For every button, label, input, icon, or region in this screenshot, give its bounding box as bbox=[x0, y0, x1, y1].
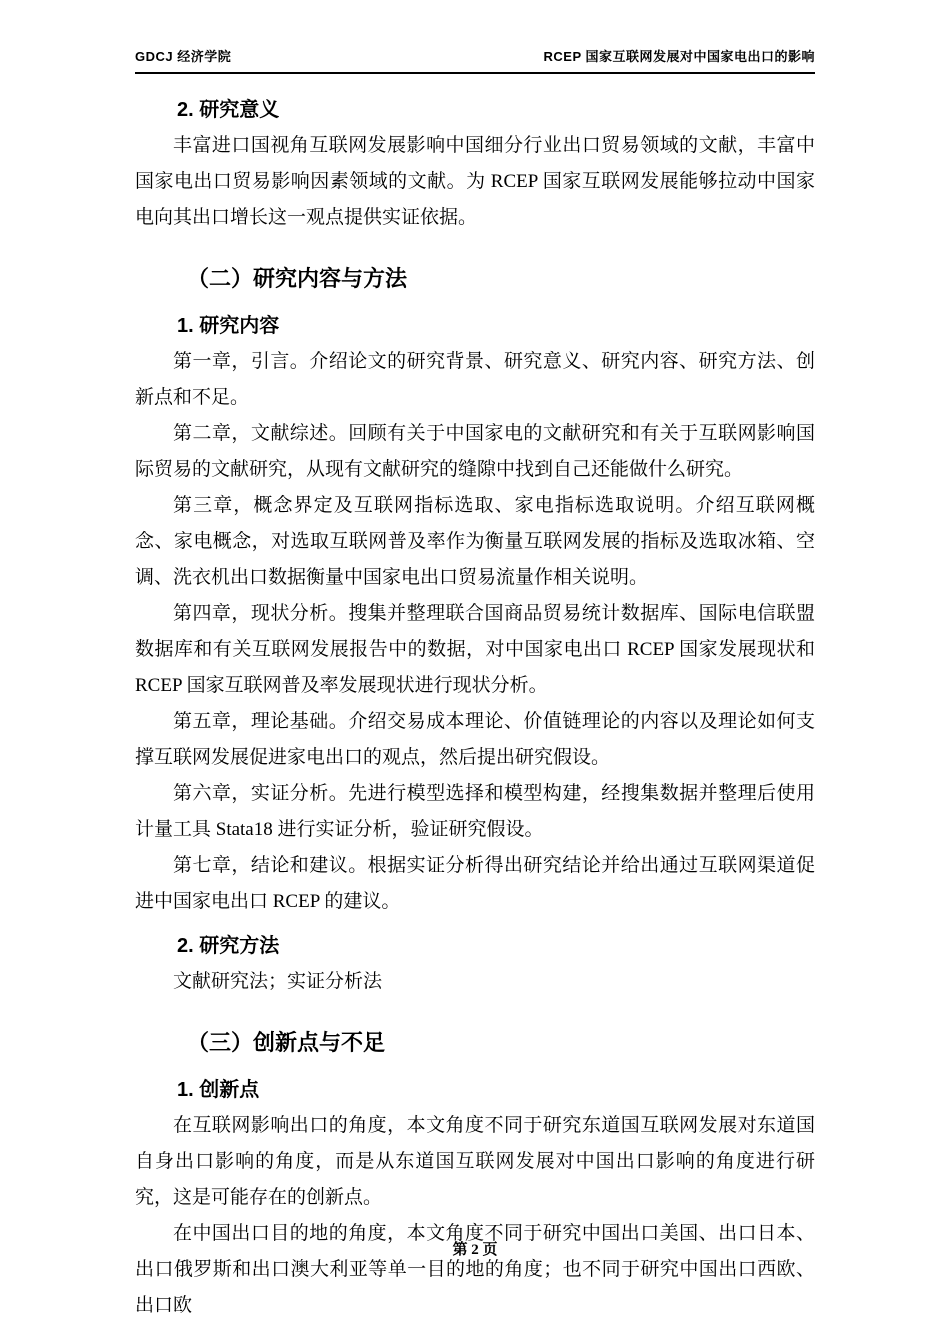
paragraph-chapter-6: 第六章，实证分析。先进行模型选择和模型构建，经搜集数据并整理后使用计量工具 Stata18 进行实证分析，验证研究假设。 bbox=[135, 783, 815, 840]
header-institution: GDCJ 经济学院 bbox=[135, 49, 232, 64]
paragraph-innovation-1: 在互联网影响出口的角度，本文角度不同于研究东道国互联网发展对东道国自身出口影响的角度，而是从东道国互联网发展对中国出口影响的角度进行研究，这是可能存在的创新点。 bbox=[135, 1115, 815, 1208]
paragraph-chapter-1: 第一章，引言。介绍论文的研究背景、研究意义、研究内容、研究方法、创新点和不足。 bbox=[135, 351, 815, 408]
page-number: 第 2 页 bbox=[452, 1242, 498, 1258]
paragraph-chapter-7: 第七章，结论和建议。根据实证分析得出研究结论并给出通过互联网渠道促进中国家电出口 RCEP 的建议。 bbox=[135, 855, 815, 912]
heading-innovation-points: 1. 创新点 bbox=[177, 1079, 260, 1101]
heading-research-content: 1. 研究内容 bbox=[177, 315, 280, 337]
paragraph-chapter-5: 第五章，理论基础。介绍交易成本理论、价值链理论的内容以及理论如何支撑互联网发展促进家电出口的观点，然后提出研究假设。 bbox=[135, 711, 815, 768]
paragraph-research-methods: 文献研究法；实证分析法 bbox=[173, 971, 383, 992]
page-footer bbox=[0, 1238, 950, 1259]
header-document-title: RCEP 国家互联网发展对中国家电出口的影响 bbox=[543, 49, 815, 64]
paragraph-innovation-2: 在中国出口目的地的角度，本文角度不同于研究中国出口美国、出口日本、出口俄罗斯和出口澳大利亚等单一目的地的角度；也不同于研究中国出口西欧、出口欧 bbox=[135, 1223, 815, 1316]
heading-section-content-methods: （二）研究内容与方法 bbox=[187, 266, 408, 291]
heading-research-methods: 2. 研究方法 bbox=[177, 935, 280, 957]
heading-research-significance: 2. 研究意义 bbox=[177, 99, 280, 121]
heading-section-innovation: （三）创新点与不足 bbox=[187, 1030, 386, 1055]
paragraph-chapter-2: 第二章，文献综述。回顾有关于中国家电的文献研究和有关于互联网影响国际贸易的文献研究，从现有文献研究的缝隙中找到自己还能做什么研究。 bbox=[135, 423, 815, 480]
paragraph-chapter-3: 第三章，概念界定及互联网指标选取、家电指标选取说明。介绍互联网概念、家电概念，对选取互联网普及率作为衡量互联网发展的指标及选取冰箱、空调、洗衣机出口数据衡量中国家电出口贸易流量作相关说明。 bbox=[135, 495, 815, 588]
page-header bbox=[135, 46, 815, 74]
paragraph-research-significance: 丰富进口国视角互联网发展影响中国细分行业出口贸易领域的文献，丰富中国家电出口贸易影响因素领域的文献。为 RCEP 国家互联网发展能够拉动中国家电向其出口增长这一观点提供实证依据。 bbox=[135, 135, 815, 228]
paragraph-chapter-4: 第四章，现状分析。搜集并整理联合国商品贸易统计数据库、国际电信联盟数据库和有关互联网发展报告中的数据，对中国家电出口 RCEP 国家发展现状和 RCEP 国家互联网普及率发展现状进行现状分析。 bbox=[135, 603, 815, 696]
document-body bbox=[135, 96, 815, 1324]
